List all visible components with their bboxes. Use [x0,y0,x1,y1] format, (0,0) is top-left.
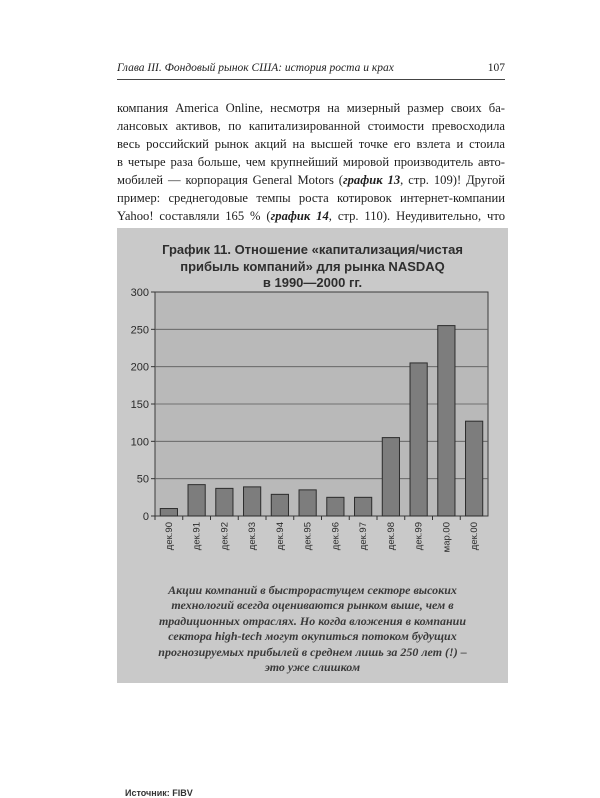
bar-дек.96 [327,497,344,516]
bar-дек.92 [216,488,233,516]
running-head [117,62,505,74]
caption-line: традиционных отраслях. Но когда вложения в компании [158,613,467,628]
bar-дек.95 [299,490,316,516]
x-tick-label: дек.96 [330,522,342,551]
bar-дек.94 [271,494,288,516]
body-text-run: Yahoo! составляли 165 % ( [117,209,271,223]
body-text-run: , стр. 110). Неудивительно, что [328,209,505,223]
x-tick-label: дек.90 [163,522,175,551]
body-line [117,117,505,135]
chart-reference: график 14 [270,209,329,223]
y-tick-label: 100 [130,436,149,449]
x-tick-label: дек.98 [385,522,397,551]
caption-line: это уже слишком [264,660,361,675]
x-tick-label: дек.92 [219,522,231,551]
body-line [117,153,505,171]
body-line [117,171,505,189]
body-text-run: компания America Online, несмотря на мизерный размер своих ба- [117,101,505,115]
chart-title-line: в 1990—2000 гг. [262,275,363,290]
body-line [117,207,505,225]
y-tick-label: 300 [130,287,149,299]
chart-title [117,242,508,292]
x-tick-label: дек.94 [274,522,286,551]
page-number: 107 [487,62,505,74]
x-tick-label: дек.99 [413,522,425,551]
chart-source: Источник: FIBV [125,788,193,798]
x-tick-label: дек.00 [469,522,481,551]
body-line [117,99,505,117]
bar-дек.90 [160,509,177,516]
header-rule [117,79,505,80]
body-text-run: в четыре раза больше, чем крупнейший мировой производитель авто- [117,155,505,169]
body-text-run: мобилей — корпорация General Motors ( [117,173,343,187]
caption-line: сектора high-tech могут окупиться потоком будущих [168,629,457,644]
body-text-run: весь российский рынок акций на высшей точке его взлета и стоила [117,137,505,151]
caption-line: Акции компаний в быстрорастущем секторе высоких [168,583,457,597]
chart-title-line: График 11. Отношение «капитализация/чистая [162,242,463,257]
chapter-title: Глава III. Фондовый рынок США: история роста и крах [117,62,394,74]
figure-caption [117,583,508,675]
y-tick-label: 0 [142,511,149,523]
x-tick-label: мар.00 [441,522,453,553]
y-tick-label: 200 [130,361,149,374]
bar-дек.99 [410,363,427,516]
x-tick-label: дек.93 [247,522,259,551]
body-line [117,135,505,153]
body-line [117,189,505,207]
bar-дек.98 [382,438,399,516]
figure-panel [117,228,508,798]
x-tick-label: дек.97 [358,522,370,551]
chart-reference: график 13 [342,173,401,187]
chart-title-line: прибыль компаний» для рынка NASDAQ [180,258,445,274]
bar-дек.93 [244,487,261,516]
x-tick-label: дек.95 [302,522,314,551]
caption-line: прогнозируемых прибылей в среднем лишь за 250 лет (!) – [158,644,467,659]
y-tick-label: 250 [130,324,149,337]
y-tick-label: 150 [130,399,149,411]
bar-дек.00 [466,421,483,516]
y-tick-label: 50 [136,473,149,486]
body-text-run: , стр. 109)! Другой [400,173,505,187]
bar-дек.91 [188,485,205,516]
body-text-run: пример: среднегодовые темпы роста котировок интернет-компании [117,191,505,205]
bar-дек.97 [355,497,372,516]
body-paragraph [117,99,505,225]
caption-line: технологий всегда оцениваются рынком выше, чем в [171,598,454,613]
bar-мар.00 [438,326,455,516]
body-text-run: лансовых активов, по капитализированной стоимости превосходила [117,119,505,133]
x-tick-label: дек.91 [191,522,203,551]
